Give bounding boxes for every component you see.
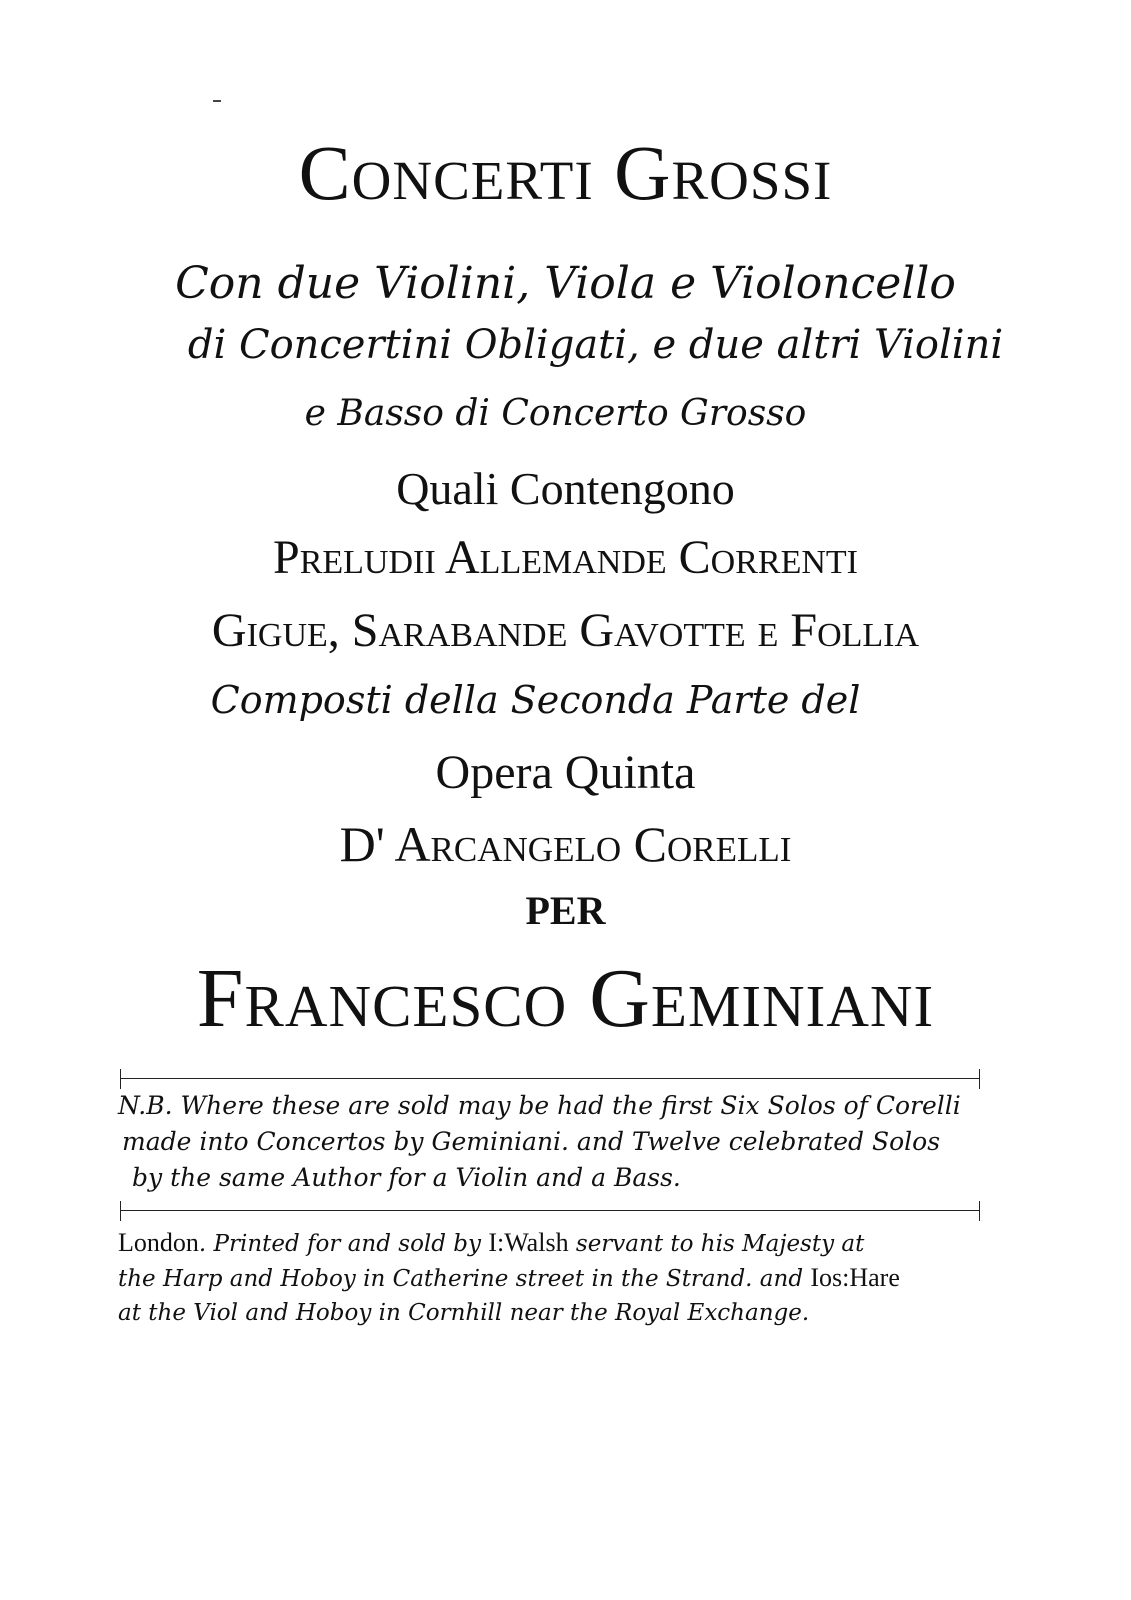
imprint-line-3: at the Viol and Hoboy in Cornhill near the Royal Exchange. <box>118 1300 810 1326</box>
original-author: D' Arcangelo Corelli <box>339 816 792 872</box>
nota-bene-line-1: N.B. Where these are sold may be had the first Six Solos of Corelli <box>118 1091 961 1120</box>
composed-line: Composti della Seconda Parte del <box>210 678 861 722</box>
nota-bene-line-2: made into Concertos by Geminiani. and Twelve celebrated Solos <box>122 1127 941 1156</box>
main-title: Concerti Grossi <box>298 129 833 216</box>
imprint-place: London <box>118 1228 199 1257</box>
imprint-line-1-text: . Printed for and sold by <box>198 1231 489 1257</box>
stray-mark <box>213 100 221 102</box>
subtitle-line-2: di Concertini Obligati, e due altri Violini <box>187 322 1004 368</box>
imprint-line-2 <box>118 1261 998 1296</box>
imprint-line-1-end: servant to his Majesty at <box>568 1231 865 1257</box>
nota-bene-block <box>118 1088 998 1196</box>
imprint-line-2-text: the Harp and Hoboy in Catherine street in the Strand. and <box>118 1266 811 1292</box>
divider-rule-top <box>120 1078 980 1079</box>
subtitle-line-3: e Basso di Concerto Grosso <box>304 393 807 434</box>
contents-line-1: Preludii Allemande Correnti <box>273 531 858 584</box>
imprint-line-1 <box>118 1226 998 1261</box>
nota-bene-line-3: by the same Author for a Violin and a Bass. <box>132 1163 681 1192</box>
composer-name: Francesco Geminiani <box>196 952 935 1045</box>
contents-intro: Quali Contengono <box>396 463 735 514</box>
divider-rule-bottom <box>120 1210 980 1211</box>
contents-line-2: Gigue, Sarabande Gavotte e Follia <box>211 604 920 657</box>
imprint-printer: I:Walsh <box>488 1228 569 1257</box>
imprint-block <box>118 1226 998 1330</box>
subtitle-line-1: Con due Violini, Viola e Violoncello <box>175 258 956 309</box>
imprint-partner: Ios:Hare <box>810 1263 900 1292</box>
opus-line: Opera Quinta <box>435 746 696 799</box>
per-label: PER <box>525 888 606 933</box>
